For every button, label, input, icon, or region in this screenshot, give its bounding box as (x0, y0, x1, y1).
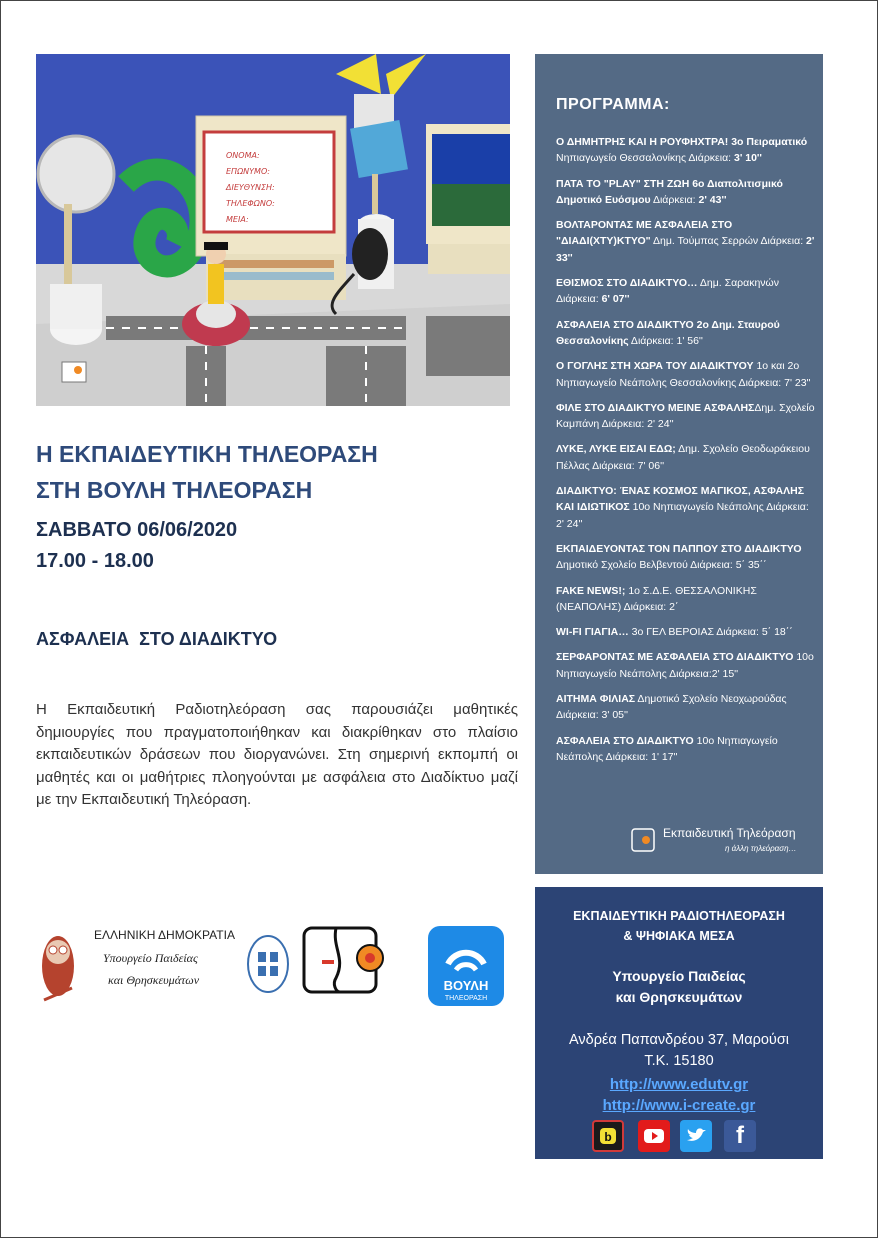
contact-ministry (535, 966, 823, 1008)
program-item (556, 483, 816, 532)
program-item-details: 10ο Νηπιαγωγείο Νεάπολης Διάρκεια:2' 15'' (556, 651, 814, 680)
program-item-details: 3ο ΓΕΛ ΒΕΡΟΙΑΣ Διάρκεια: 5΄ 18΄΄ (628, 626, 793, 639)
program-item-title: Ο ΔΗΜΗΤΡΗΣ ΚΑΙ Η ΡΟΥΦΗΧΤΡΑ! 3ο Πειραματικό (556, 136, 808, 148)
program-item (556, 275, 816, 308)
episode-subject: ΑΣΦΑΛΕΙΑ ΣΤΟ ΔΙΑΔΙΚΤΥΟ (36, 629, 278, 649)
program-item-details: Δημοτικό Σχολείο Βελβεντού Διάρκεια: 5΄ 35΄΄ (556, 559, 767, 572)
owl-logo-icon (42, 936, 74, 1000)
program-item-duration: 6' 07'' (601, 293, 630, 306)
program-item-details: Διάρκεια: 1' 56'' (628, 334, 703, 347)
program-item (556, 134, 816, 167)
republic-label: ΕΛΛΗΝΙΚΗ ΔΗΜΟΚΡΑΤΙΑ (94, 928, 235, 942)
program-item-details: Δημ. Σαρακηνών Διάρκεια: (556, 277, 779, 306)
broadcast-date: ΣΑΒΒΑΤΟ 06/06/2020 (36, 519, 238, 541)
program-item (556, 358, 816, 391)
title-line-2: ΣΤΗ ΒΟΥΛΗ ΤΗΛΕΟΡΑΣΗ (36, 477, 313, 503)
edutv-link[interactable]: http://www.edutv.gr (609, 1076, 749, 1093)
form-label-email: MEIA: (226, 215, 249, 224)
edutv-face-icon (304, 928, 383, 992)
main-title (36, 436, 516, 508)
contact-panel (535, 887, 823, 1159)
contact-org (535, 906, 823, 946)
ministry-logo-line1: Υπουργείο Παιδείας (103, 951, 198, 965)
youtube-icon[interactable] (638, 1120, 670, 1152)
program-item-details: 1ο Σ.Δ.Ε. ΘΕΣΣΑΛΟΝΙΚΗΣ (ΝΕΑΠΟΛΗΣ) Διάρκεια: 2΄ (556, 584, 757, 613)
program-item-title: ΑΣΦΑΛΕΙΑ ΣΤΟ ΔΙΑΔΙΚΤΥΟ 2ο Δημ. Σταυρού Θεσσαλονίκης (556, 318, 780, 347)
blogger-icon[interactable] (592, 1120, 624, 1152)
program-item-details: Διάρκεια: (650, 193, 699, 206)
cover-photo (36, 54, 510, 406)
program-item (556, 317, 816, 350)
program-item-title: ΦΙΛΕ ΣΤΟ ΔΙΑΔΙΚΤΥΟ ΜΕΙΝΕ ΑΣΦΑΛΗΣ (556, 401, 755, 414)
contact-postcode: Τ.Κ. 15180 (644, 1053, 714, 1069)
program-item-title: ΑΙΤΗΜΑ ΦΙΛΙΑΣ (556, 693, 636, 706)
program-item-title: FAKE NEWS!; (556, 584, 626, 597)
edutv-footer-logo (631, 822, 811, 858)
vouli-label: ΒΟΥΛΗ (443, 978, 489, 993)
form-label-phone: ΤΗΛΕΦΩΝΟ: (226, 199, 275, 208)
program-heading: ΠΡΟΓΡΑΜΜΑ: (556, 96, 670, 113)
program-item-title: ΣΕΡΦΑΡΟΝΤΑΣ ΜΕ ΑΣΦΑΛΕΙΑ ΣΤΟ ΔΙΑΔΙΚΤΥΟ (556, 651, 794, 664)
program-list (556, 134, 816, 774)
facebook-icon[interactable]: f (724, 1120, 756, 1152)
icreate-link[interactable]: http://www.i-create.gr (602, 1097, 756, 1114)
edutv-small-icon (631, 828, 655, 852)
edutv-logo-text: Εκπαιδευτική Τηλεόραση (663, 826, 796, 840)
ministry-logo-line2: και Θρησκευμάτων (108, 973, 200, 987)
program-item-title: ΕΘΙΣΜΟΣ ΣΤΟ ΔΙΑΔΙΚΤΥΟ… (556, 277, 698, 290)
description-paragraph: Η Εκπαιδευτική Ραδιοτηλεόραση σας παρουσιάζει μαθητικές δημιουργίες που πραγματοποιήθηκαν και διακρίθηκαν στο πλαίσιο εκπαιδευτικών δράσεων που διοργανώνει. Στη σημερινή εκπομπή οι μαθητές και οι μαθήτριες πλοηγούνται με ασφάλεια στο Διαδίκτυο μαζί με την Εκπαιδευτική Τηλεόραση. (36, 701, 518, 808)
contact-ministry-line1: Υπουργείο Παιδείας (612, 968, 746, 984)
program-item (556, 733, 816, 766)
program-item (556, 583, 816, 616)
program-item (556, 691, 816, 724)
program-item-title: WI-FI ΓΙΑΓΙΑ… (556, 626, 629, 639)
title-line-1: Η ΕΚΠΑΙΔΕΥΤΙΚΗ ΤΗΛΕΟΡΑΣΗ (36, 441, 378, 467)
twitter-icon[interactable] (680, 1120, 712, 1152)
program-item (556, 541, 816, 574)
greek-emblem-icon (248, 936, 288, 992)
svg-text:b: b (604, 1130, 612, 1144)
vouli-tv-logo (428, 926, 504, 1006)
form-label-address: ΔΙΕΥΘΥΝΣΗ: (226, 183, 275, 192)
program-item (556, 649, 816, 682)
contact-links (535, 1074, 823, 1116)
program-item-details: Δημ. Σχολείο Θεοδωράκειου Πέλλας Διάρκεια: 7' 06'' (556, 443, 810, 472)
contact-address (535, 1030, 823, 1072)
contact-org-line2: & ΨΗΦΙΑΚΑ ΜΕΣΑ (623, 929, 735, 943)
logos-row (36, 918, 516, 1010)
form-label-surname: ΕΠΩΝΥΜΟ: (226, 167, 270, 176)
program-item (556, 441, 816, 474)
program-item (556, 217, 816, 266)
program-item-title: Ο ΓΟΓΛΗΣ ΣΤΗ ΧΩΡΑ ΤΟΥ ΔΙΑΔΙΚΤΥΟΥ (556, 360, 754, 373)
program-item-details: 10ο Νηπιαγωγείο Νεάπολης Διάρκεια: 2' 24'' (556, 501, 809, 530)
program-item-duration: 2' 43'' (698, 193, 727, 206)
program-item-details: Νηπιαγωγείο Θεσσαλονίκης Διάρκεια: (556, 152, 734, 165)
program-item-details: Δημ. Τούμπας Σερρών Διάρκεια: (650, 235, 807, 248)
cover-photo-illustration (36, 54, 510, 406)
vouli-sub-label: ΤΗΛΕΟΡΑΣΗ (444, 995, 488, 1002)
contact-org-line1: ΕΚΠΑΙΔΕΥΤΙΚΗ ΡΑΔΙΟΤΗΛΕΟΡΑΣΗ (573, 909, 785, 923)
program-item (556, 400, 816, 433)
program-item-title: ΑΣΦΑΛΕΙΑ ΣΤΟ ΔΙΑΔΙΚΤΥΟ (556, 734, 694, 747)
contact-ministry-line2: και Θρησκευμάτων (615, 989, 743, 1005)
form-label-name: ΟΝΟΜΑ: (226, 151, 260, 160)
program-item-duration: 3' 10'' (733, 152, 762, 165)
program-item (556, 176, 816, 209)
program-item-details: 10ο Νηπιαγωγείο Νεάπολης Διάρκεια: 1' 17'' (556, 734, 778, 763)
program-item-details: Δημοτικό Σχολείο Νεοχωρούδας Διάρκεια: 3' 05'' (556, 693, 787, 722)
social-icons (592, 1116, 772, 1156)
program-item-title: ΠΑΤΑ ΤΟ "PLAY" ΣΤΗ ΖΩΗ 6ο Διαπολιτισμικό Δημοτικό Ευόσμου (556, 177, 783, 206)
program-item-title: ΕΚΠΑΙΔΕΥΟΝΤΑΣ ΤΟΝ ΠΑΠΠΟΥ ΣΤΟ ΔΙΑΔΙΚΤΥΟ (556, 542, 802, 555)
program-item-details: 1ο και 2ο Νηπιαγωγείο Νεάπολης Θεσσαλονίκης Διάρκεια: 7' 23'' (556, 360, 811, 389)
program-item-duration: 2' 33'' (556, 235, 815, 264)
program-item-title: ΔΙΑΔΙΚΤΥΟ: ΈΝΑΣ ΚΟΣΜΟΣ ΜΑΓΙΚΟΣ, ΑΣΦΑΛΗΣ ΚΑΙ ΙΔΙΩΤΙΚΟΣ (556, 485, 804, 514)
program-item-details: Δημ. Σχολείο Καμπάνη Διάρκεια: 2' 24'' (556, 401, 815, 431)
edutv-logo-tagline: η άλλη τηλεόραση… (725, 844, 797, 853)
program-panel (535, 54, 823, 874)
program-item-title: ΒΟΛΤΑΡΟΝΤΑΣ ΜΕ ΑΣΦΑΛΕΙΑ ΣΤΟ "ΔΙΑΔΙ(ΧΤΥ)ΚΤΥΟ" (556, 219, 733, 248)
program-item-title: ΛΥΚΕ, ΛΥΚΕ ΕΙΣΑΙ ΕΔΩ; (556, 443, 676, 456)
program-item (556, 624, 816, 640)
logos-graphic (36, 918, 516, 1010)
broadcast-time: 17.00 - 18.00 (36, 550, 154, 572)
broadcast-datetime (36, 515, 237, 577)
contact-address-line1: Ανδρέα Παπανδρέου 37, Μαρούσι (568, 1032, 789, 1048)
